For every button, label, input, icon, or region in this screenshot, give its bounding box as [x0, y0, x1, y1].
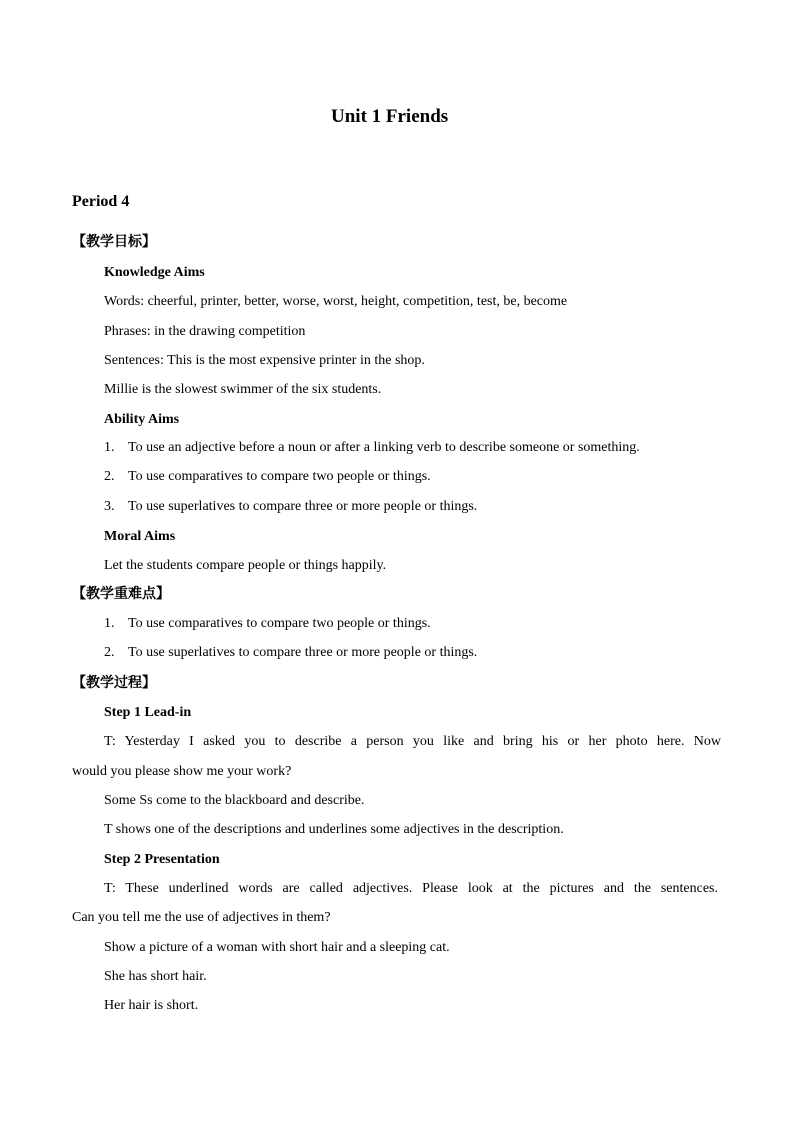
ability-item [104, 468, 431, 486]
step2-example-sentence: She has short hair. [104, 969, 207, 984]
step2-paragraph-line1: T: These underlined words are called adjectives. Please look at the pictures and the sentences. [104, 881, 718, 896]
item-text: To use comparatives to compare two people or things. [128, 469, 431, 484]
step2-paragraph-line2: Can you tell me the use of adjectives in them? [72, 910, 331, 925]
step1-paragraph-line1: T: Yesterday I asked you to describe a person you like and bring his or her photo here. Now [104, 734, 721, 749]
moral-aims-text: Let the students compare people or things happily. [104, 558, 387, 573]
item-text: To use superlatives to compare three or more people or things. [128, 645, 478, 660]
step2-example-sentence: Her hair is short. [104, 998, 199, 1013]
step1-ss-describe: Some Ss come to the blackboard and describe. [104, 793, 365, 808]
phrases-line: Phrases: in the drawing competition [104, 324, 306, 339]
item-text: To use an adjective before a noun or after a linking verb to describe someone or something. [128, 440, 640, 455]
step1-paragraph-line2: would you please show me your work? [72, 764, 292, 779]
ability-item [104, 439, 640, 457]
item-text: To use superlatives to compare three or more people or things. [128, 499, 478, 514]
key-points-heading: 【教学重难点】 [72, 586, 170, 602]
key-point-item [104, 644, 477, 662]
document-title: Unit 1 Friends [331, 106, 449, 127]
key-point-item [104, 615, 431, 633]
period-label: Period 4 [72, 193, 130, 210]
objectives-heading: 【教学目标】 [72, 234, 156, 250]
process-heading: 【教学过程】 [72, 675, 156, 691]
step1-heading: Step 1 Lead-in [104, 705, 192, 720]
item-number: 1. [104, 440, 115, 455]
words-line: Words: cheerful, printer, better, worse, worst, height, competition, test, be, become [104, 294, 568, 309]
item-number: 1. [104, 616, 115, 631]
sentences-line: Sentences: This is the most expensive printer in the shop. [104, 353, 425, 368]
knowledge-aims-heading: Knowledge Aims [104, 265, 205, 280]
ability-aims-heading: Ability Aims [104, 412, 180, 427]
step1-teacher-shows: T shows one of the descriptions and underlines some adjectives in the description. [104, 822, 564, 837]
item-number: 3. [104, 499, 115, 514]
item-text: To use comparatives to compare two people or things. [128, 616, 431, 631]
item-number: 2. [104, 645, 115, 660]
item-number: 2. [104, 469, 115, 484]
ability-item [104, 498, 477, 516]
step2-show-picture: Show a picture of a woman with short hair and a sleeping cat. [104, 940, 450, 955]
step2-heading: Step 2 Presentation [104, 852, 220, 867]
moral-aims-heading: Moral Aims [104, 529, 176, 544]
sentence-millie: Millie is the slowest swimmer of the six students. [104, 382, 382, 397]
